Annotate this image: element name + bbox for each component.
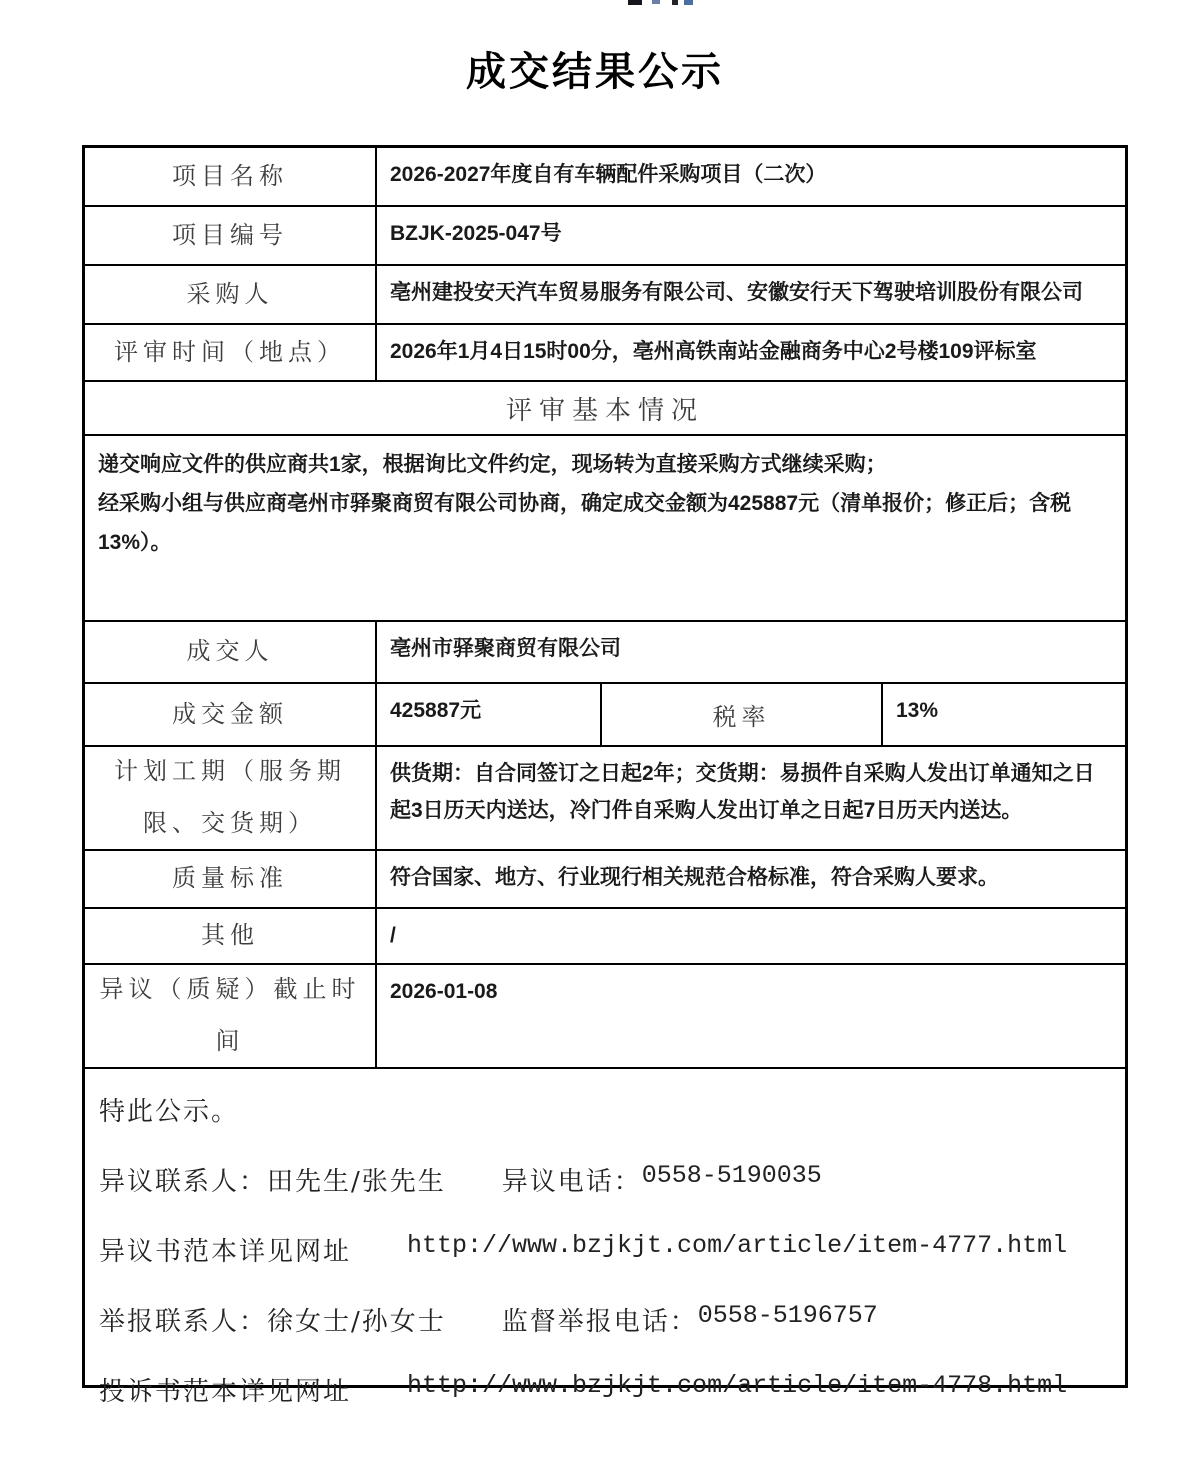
winner-value: 亳州市驿聚商贸有限公司	[390, 637, 621, 660]
review-summary-line2: 经采购小组与供应商亳州市驿聚商贸有限公司协商，确定成交金额为425887元（清单报价；修正后；含税13%）。	[98, 491, 1072, 554]
schedule-label: 计划工期（服务期限、交货期）	[85, 747, 377, 849]
project-number-label: 项目编号	[85, 207, 377, 264]
tax-rate-value: 13%	[896, 699, 939, 722]
report-contact: 举报联系人：徐女士/孙女士	[99, 1307, 446, 1337]
review-time-label: 评审时间（地点）	[85, 325, 377, 380]
row-footer-notes	[85, 1067, 1125, 1407]
objection-phone-label: 异议电话：	[501, 1167, 642, 1197]
announcement-text: 特此公示。	[99, 1097, 240, 1127]
amount-label: 成交金额	[85, 684, 377, 745]
row-quality	[85, 849, 1125, 907]
report-phone-label: 监督举报电话：	[501, 1307, 698, 1337]
report-phone-number: 0558-5196757	[697, 1301, 878, 1330]
row-purchaser	[85, 264, 1125, 323]
objection-template-url: http://www.bzjkjt.com/article/item-4777.html	[407, 1231, 1068, 1260]
objection-template-line	[99, 1231, 1111, 1268]
row-schedule	[85, 745, 1125, 849]
other-label: 其他	[85, 909, 377, 963]
row-review-time	[85, 323, 1125, 380]
tax-rate-label: 税率	[600, 684, 883, 745]
complaint-template-url: http://www.bzjkjt.com/article/item-4778.html	[407, 1371, 1068, 1400]
other-value: /	[390, 924, 396, 947]
footer-notes	[85, 1069, 1125, 1407]
report-contact-line	[99, 1301, 1111, 1338]
project-name-value: 2026-2027年度自有车辆配件采购项目（二次）	[390, 163, 827, 186]
review-summary-line1: 递交响应文件的供应商共1家，根据询比文件约定，现场转为直接采购方式继续采购；	[98, 453, 887, 476]
complaint-template-label: 投诉书范本详见网址	[99, 1377, 352, 1407]
objection-phone	[502, 1161, 822, 1198]
row-winner	[85, 620, 1125, 682]
report-phone	[502, 1301, 878, 1338]
clipped-text-fragment	[628, 0, 728, 6]
schedule-value: 供货期：自合同签订之日起2年；交货期：易损件自采购人发出订单通知之日起3日历天内送达，冷门件自采购人发出订单之日起7日历天内送达。	[390, 762, 1095, 822]
row-objection-deadline	[85, 963, 1125, 1067]
row-project-name	[85, 148, 1125, 205]
objection-template-label: 异议书范本详见网址	[99, 1237, 352, 1267]
review-summary-text	[85, 436, 1125, 620]
row-other	[85, 907, 1125, 963]
review-basic-header: 评审基本情况	[505, 395, 704, 426]
quality-label: 质量标准	[85, 851, 377, 907]
objection-deadline-label: 异议（质疑）截止时间	[85, 965, 377, 1067]
announcement-line	[99, 1091, 1111, 1128]
objection-phone-number: 0558-5190035	[641, 1161, 822, 1190]
purchaser-value: 亳州建投安天汽车贸易服务有限公司、安徽安行天下驾驶培训股份有限公司	[390, 281, 1083, 304]
quality-value: 符合国家、地方、行业现行相关规范合格标准，符合采购人要求。	[390, 866, 999, 889]
objection-deadline-value: 2026-01-08	[390, 980, 498, 1003]
project-name-label: 项目名称	[85, 148, 377, 205]
project-number-value: BZJK-2025-047号	[390, 222, 562, 245]
result-table	[82, 145, 1128, 1407]
page-title: 成交结果公示	[466, 48, 724, 95]
row-section-header	[85, 380, 1125, 434]
row-amount	[85, 682, 1125, 745]
amount-value: 425887元	[390, 699, 482, 722]
winner-label: 成交人	[85, 622, 377, 682]
purchaser-label: 采购人	[85, 266, 377, 323]
row-review-summary	[85, 434, 1125, 620]
complaint-template-line	[99, 1371, 1111, 1408]
objection-contact: 异议联系人：田先生/张先生	[99, 1167, 446, 1197]
review-time-value: 2026年1月4日15时00分，亳州高铁南站金融商务中心2号楼109评标室	[390, 340, 1037, 363]
objection-contact-line	[99, 1161, 1111, 1198]
row-project-number	[85, 205, 1125, 264]
